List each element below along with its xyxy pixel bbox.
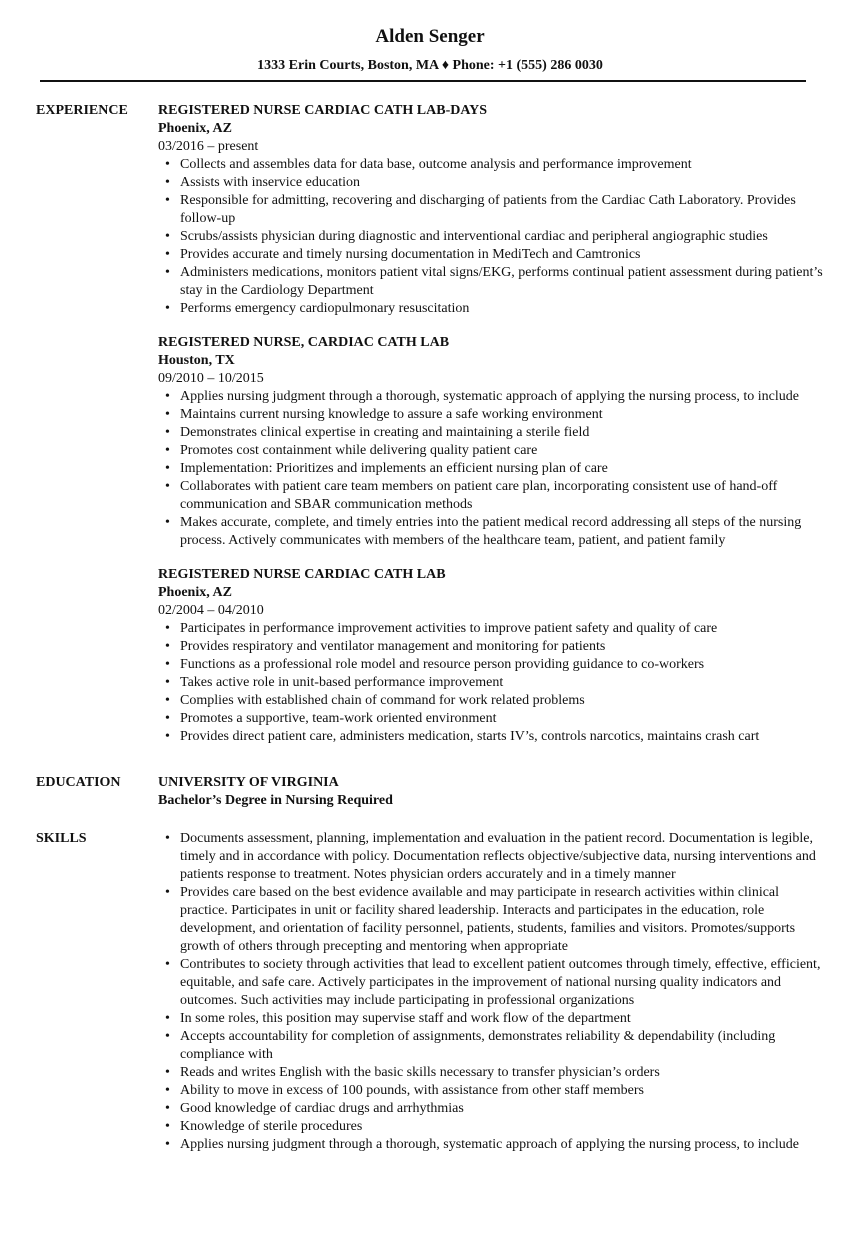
job-bullets [158, 620, 824, 746]
bullet-item: • Takes active role in unit-based performance improvement [180, 674, 824, 692]
job-location: Phoenix, AZ [158, 121, 232, 136]
job-entry [158, 566, 824, 746]
skill-item: • Applies nursing judgment through a thorough, systematic approach of applying the nursing process, to include [180, 1136, 824, 1154]
bullet-item: • Maintains current nursing knowledge to assure a safe working environment [180, 406, 824, 424]
bullet-item: • Performs emergency cardiopulmonary resuscitation [180, 300, 824, 318]
job-bullets [158, 156, 824, 318]
skills-section [36, 830, 824, 1154]
job-dates: 03/2016 – present [158, 139, 259, 154]
skills-body [158, 830, 824, 1154]
skill-item: • Reads and writes English with the basic skills necessary to transfer physician’s orders [180, 1064, 824, 1082]
experience-section [36, 102, 824, 746]
bullet-item: • Scrubs/assists physician during diagnostic and interventional cardiac and peripheral angiographic studies [180, 228, 824, 246]
skill-item: • Accepts accountability for completion of assignments, demonstrates reliability & dependability (including compliance with [180, 1028, 824, 1064]
job-title: REGISTERED NURSE CARDIAC CATH LAB-DAYS [158, 103, 488, 118]
bullet-item: • Provides respiratory and ventilator management and monitoring for patients [180, 638, 824, 656]
job-bullets [158, 388, 824, 550]
education-body [158, 774, 824, 810]
job-entry [158, 334, 824, 550]
bullet-item: • Functions as a professional role model and resource person providing guidance to co-workers [180, 656, 824, 674]
bullet-item: • Provides direct patient care, administers medication, starts IV’s, controls narcotics, maintains crash cart [180, 728, 824, 746]
job-title: REGISTERED NURSE, CARDIAC CATH LAB [158, 335, 450, 350]
skill-item: • In some roles, this position may supervise staff and work flow of the department [180, 1010, 824, 1028]
education-degree: Bachelor’s Degree in Nursing Required [158, 793, 393, 808]
job-dates: 02/2004 – 04/2010 [158, 603, 264, 618]
bullet-item: • Provides accurate and timely nursing documentation in MediTech and Camtronics [180, 246, 824, 264]
skill-item: • Provides care based on the best evidence available and may participate in research activities within clinical practice. Participates in unit or facility shared leadership. Interacts and participates in the education, role development, and orientation of facility personnel, patients, students, families and visitors. Promotes/supports growth of others through precepting and mentoring when appropriate [180, 884, 824, 956]
skills-heading: SKILLS [36, 831, 87, 846]
skill-item: • Ability to move in excess of 100 pounds, with assistance from other staff members [180, 1082, 824, 1100]
job-location: Phoenix, AZ [158, 585, 232, 600]
experience-list [158, 102, 824, 746]
skill-item: • Knowledge of sterile procedures [180, 1118, 824, 1136]
bullet-item: • Implementation: Prioritizes and implements an efficient nursing plan of care [180, 460, 824, 478]
bullet-item: • Participates in performance improvement activities to improve patient safety and quality of care [180, 620, 824, 638]
bullet-item: • Administers medications, monitors patient vital signs/EKG, performs continual patient assessment during patient’s stay in the Cardiology Department [180, 264, 824, 300]
bullet-item: • Collaborates with patient care team members on patient care plan, incorporating consistent use of hand-off communication and SBAR communication methods [180, 478, 824, 514]
job-entry [158, 102, 824, 318]
header-divider [40, 80, 806, 82]
bullet-item: • Responsible for admitting, recovering and discharging of patients from the Cardiac Cath Laboratory. Provides follow-up [180, 192, 824, 228]
education-section [36, 774, 824, 810]
skills-list [158, 830, 824, 1154]
bullet-item: • Complies with established chain of command for work related problems [180, 692, 824, 710]
skill-item: • Documents assessment, planning, implementation and evaluation in the patient record. Documentation is legible, timely and in accordance with policy. Documentation reflects objective/subjective data, nursing interventions and patients response to treatment. Notes physician orders accurately and in a timely manner [180, 830, 824, 884]
experience-heading: EXPERIENCE [36, 103, 128, 118]
bullet-item: • Makes accurate, complete, and timely entries into the patient medical record addressing all steps of the nursing process. Actively communicates with members of the healthcare team, patient, and patient family [180, 514, 824, 550]
bullet-item: • Promotes a supportive, team-work oriented environment [180, 710, 824, 728]
applicant-name: Alden Senger [375, 26, 485, 47]
bullet-item: • Assists with inservice education [180, 174, 824, 192]
education-school: UNIVERSITY OF VIRGINIA [158, 775, 339, 790]
contact-line: 1333 Erin Courts, Boston, MA ♦ Phone: +1 (555) 286 0030 [257, 58, 603, 73]
bullet-item: • Promotes cost containment while delivering quality patient care [180, 442, 824, 460]
bullet-item: • Collects and assembles data for data base, outcome analysis and performance improvement [180, 156, 824, 174]
job-title: REGISTERED NURSE CARDIAC CATH LAB [158, 567, 446, 582]
skill-item: • Good knowledge of cardiac drugs and arrhythmias [180, 1100, 824, 1118]
bullet-item: • Demonstrates clinical expertise in creating and maintaining a sterile field [180, 424, 824, 442]
job-location: Houston, TX [158, 353, 235, 368]
bullet-item: • Applies nursing judgment through a thorough, systematic approach of applying the nursing process, to include [180, 388, 824, 406]
education-heading: EDUCATION [36, 775, 121, 790]
skill-item: • Contributes to society through activities that lead to excellent patient outcomes through timely, effective, efficient, equitable, and safe care. Actively participates in the improvement of national nursing quality indicators and outcomes. Such activities may include participating in professional organizations [180, 956, 824, 1010]
job-dates: 09/2010 – 10/2015 [158, 371, 264, 386]
